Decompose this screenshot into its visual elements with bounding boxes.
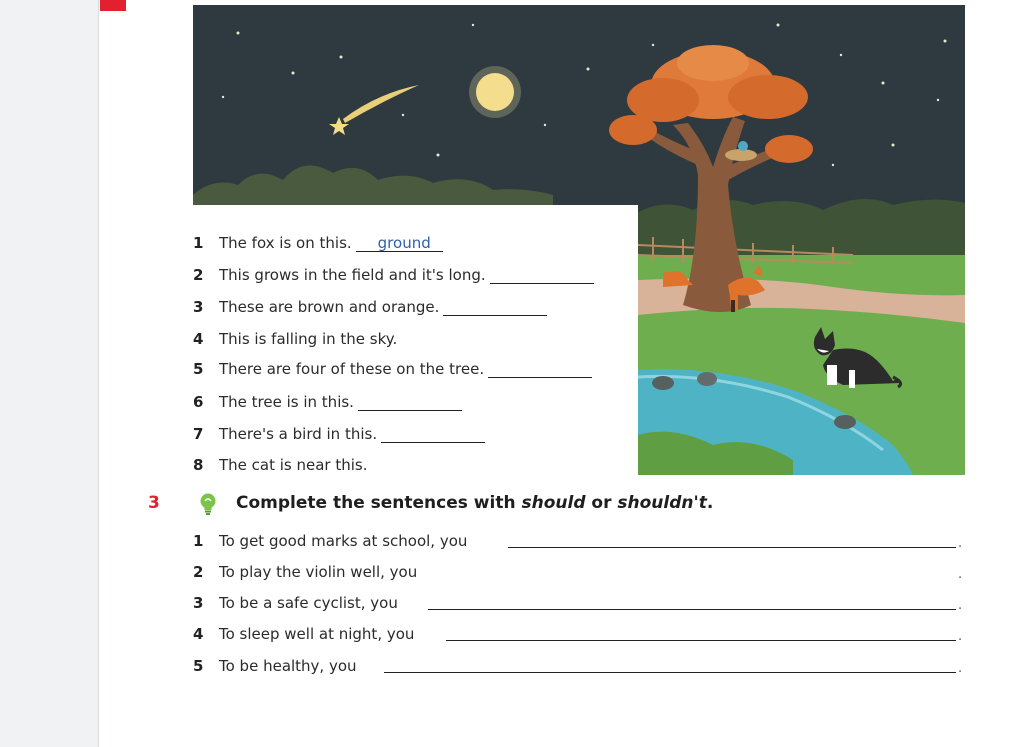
list-item	[193, 298, 547, 316]
list-item	[193, 330, 397, 348]
section-number: 3	[148, 493, 160, 513]
item-number: 3	[193, 298, 204, 316]
section-instruction	[236, 493, 713, 513]
item-number: 5	[193, 360, 204, 378]
answer-field[interactable]	[381, 428, 485, 443]
answer-field[interactable]	[443, 301, 547, 316]
item-text: The fox is on this.	[219, 234, 352, 252]
item-number: 4	[193, 330, 204, 348]
end-punctuation: .	[958, 661, 963, 676]
list-item	[193, 563, 417, 581]
instruction-keyword-shouldnt: shouldn't	[617, 493, 707, 513]
answer-field[interactable]	[384, 672, 956, 673]
list-item	[193, 425, 485, 443]
item-text: To get good marks at school, you	[219, 532, 468, 550]
list-item	[193, 266, 594, 284]
item-number: 8	[193, 456, 204, 474]
item-number: 6	[193, 393, 204, 411]
list-item	[193, 456, 368, 474]
instruction-text: or	[585, 493, 618, 513]
end-punctuation: .	[958, 536, 963, 551]
item-number: 2	[193, 266, 204, 284]
answer-field[interactable]	[446, 640, 956, 641]
item-text: To sleep well at night, you	[219, 625, 415, 643]
end-punctuation: .	[958, 629, 963, 644]
item-number: 2	[193, 563, 204, 581]
list-item	[193, 532, 467, 550]
item-number: 1	[193, 234, 204, 252]
item-number: 7	[193, 425, 204, 443]
answer-field[interactable]	[488, 363, 592, 378]
list-item	[193, 393, 462, 411]
list-item	[193, 625, 414, 643]
item-text: To play the violin well, you	[219, 563, 418, 581]
item-number: 1	[193, 532, 204, 550]
answer-field[interactable]: ground	[356, 235, 443, 252]
item-text: There are four of these on the tree.	[219, 360, 485, 378]
item-number: 3	[193, 594, 204, 612]
item-number: 4	[193, 625, 204, 643]
item-text: To be a safe cyclist, you	[219, 594, 398, 612]
item-number: 5	[193, 657, 204, 675]
item-text: The tree is in this.	[219, 393, 354, 411]
answer-field[interactable]	[428, 609, 956, 610]
lightbulb-icon	[198, 492, 218, 516]
list-item	[193, 360, 592, 378]
instruction-keyword-should: should	[521, 493, 586, 513]
item-text: This is falling in the sky.	[219, 330, 398, 348]
item-text: These are brown and orange.	[219, 298, 440, 316]
list-item	[193, 234, 443, 252]
end-punctuation: .	[958, 567, 963, 582]
item-text: There's a bird in this.	[219, 425, 378, 443]
page-corner-tab	[100, 0, 126, 11]
answer-field[interactable]	[508, 547, 956, 548]
end-punctuation: .	[958, 598, 963, 613]
list-item	[193, 657, 357, 675]
instruction-text: Complete the sentences with	[236, 493, 522, 513]
item-text: This grows in the field and it's long.	[219, 266, 486, 284]
item-text: To be healthy, you	[219, 657, 357, 675]
answer-field[interactable]	[490, 269, 594, 284]
list-item	[193, 594, 398, 612]
item-text: The cat is near this.	[219, 456, 368, 474]
answer-field[interactable]	[358, 396, 462, 411]
instruction-text: .	[706, 493, 714, 513]
